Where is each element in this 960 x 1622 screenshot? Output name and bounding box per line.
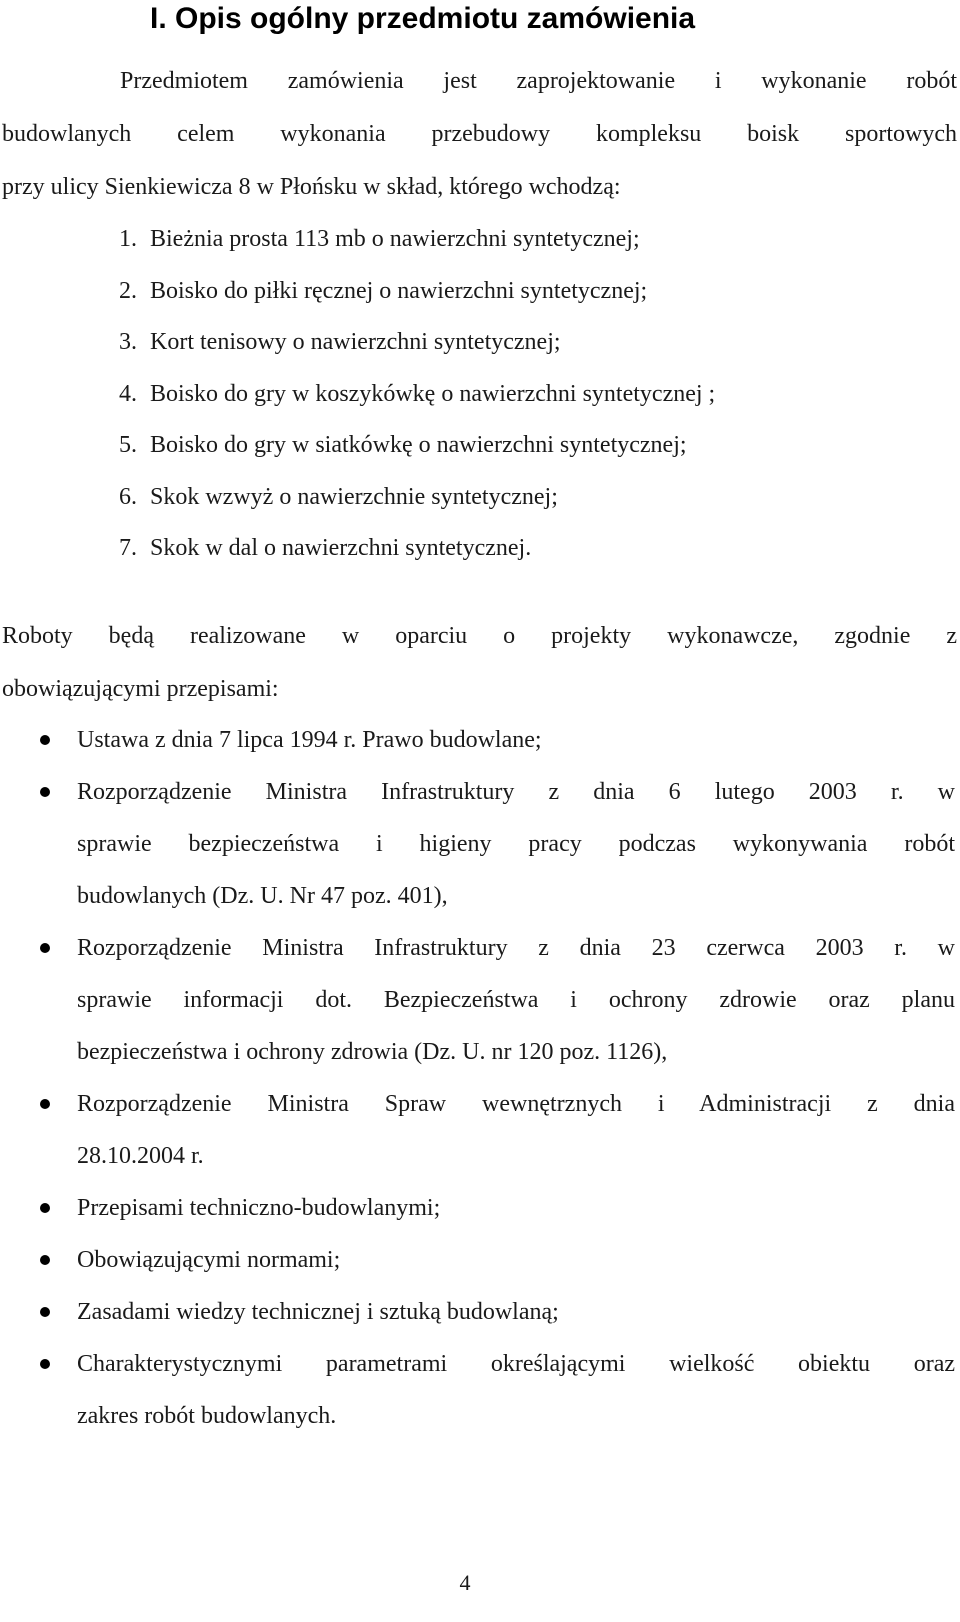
bullet-line: bezpieczeństwa i ochrony zdrowia (Dz. U. nr 120 poz. 1126),: [77, 1039, 668, 1065]
item-number: 5.: [119, 432, 137, 458]
numbered-list: [119, 214, 715, 575]
item-text: Kort tenisowy o nawierzchni syntetycznej;: [150, 329, 561, 355]
bullet-icon: [40, 735, 50, 745]
bullet-icon: [40, 1359, 50, 1369]
bullet-line: Rozporządzenie Ministra Infrastruktury z dnia 23 czerwca 2003 r. w: [77, 935, 955, 961]
intro-line-3: przy ulicy Sienkiewicza 8 w Płońsku w skład, którego wchodzą:: [2, 174, 621, 200]
bullet-line: sprawie informacji dot. Bezpieczeństwa i ochrony zdrowie oraz planu: [77, 987, 955, 1013]
bullet-line: Charakterystycznymi parametrami określającymi wielkość obiektu oraz: [77, 1351, 955, 1377]
item-number: 2.: [119, 277, 137, 304]
item-text: Skok w dal o nawierzchni syntetycznej.: [150, 535, 532, 561]
intro-line-1: Przedmiotem zamówienia jest zaprojektowanie i wykonanie robót: [120, 68, 957, 94]
bullet-icon: [40, 943, 50, 953]
bullet-line: budowlanych (Dz. U. Nr 47 poz. 401),: [77, 883, 448, 909]
bullet-icon: [40, 1203, 50, 1213]
item-number: 3.: [119, 329, 137, 355]
bullet-line: Rozporządzenie Ministra Spraw wewnętrznych i Administracji z dnia: [77, 1091, 955, 1117]
bullet-icon: [40, 787, 50, 797]
numbered-item: [119, 266, 715, 318]
bullet-icon: [40, 1255, 50, 1265]
bullet-item: [0, 1078, 955, 1182]
bullet-icon: [40, 1099, 50, 1109]
numbered-item: [119, 317, 715, 369]
bullet-line: Ustawa z dnia 7 lipca 1994 r. Prawo budowlane;: [77, 727, 542, 753]
bullet-item: [0, 1182, 955, 1234]
numbered-item: [119, 523, 715, 575]
bullet-line: sprawie bezpieczeństwa i higieny pracy podczas wykonywania robót: [77, 831, 955, 857]
bullet-icon: [40, 1307, 50, 1317]
bullet-line: Zasadami wiedzy technicznej i sztuką budowlaną;: [77, 1299, 559, 1325]
item-number: 1.: [119, 226, 137, 252]
numbered-item: [119, 369, 715, 421]
intro-paragraph: [2, 55, 957, 214]
bullet-line: Obowiązującymi normami;: [77, 1247, 341, 1273]
bullet-item: [0, 766, 955, 922]
item-number: 4.: [119, 380, 137, 407]
bullet-line: Przepisami techniczno-budowlanymi;: [77, 1195, 441, 1221]
numbered-item: [119, 472, 715, 524]
bullet-item: [0, 714, 955, 766]
regulations-paragraph: [2, 610, 957, 716]
regulations-line-2: obowiązującymi przepisami:: [2, 676, 279, 702]
bullet-item: [0, 922, 955, 1078]
section-heading: I. Opis ogólny przedmiotu zamówienia: [150, 2, 696, 35]
intro-line-2: budowlanych celem wykonania przebudowy kompleksu boisk sportowych: [2, 121, 957, 147]
regulations-line-1: Roboty będą realizowane w oparciu o projekty wykonawcze, zgodnie z: [2, 623, 957, 649]
bullet-item: [0, 1338, 955, 1442]
numbered-item: [119, 420, 715, 472]
item-text: Bieżnia prosta 113 mb o nawierzchni syntetycznej;: [150, 226, 640, 252]
page-number: 4: [459, 1570, 471, 1595]
item-number: 7.: [119, 535, 137, 561]
numbered-item: [119, 214, 715, 266]
bullet-line: 28.10.2004 r.: [77, 1143, 204, 1169]
item-text: Boisko do piłki ręcznej o nawierzchni syntetycznej;: [150, 277, 648, 304]
item-number: 6.: [119, 483, 137, 510]
item-text: Skok wzwyż o nawierzchnie syntetycznej;: [150, 483, 558, 510]
bullet-line: Rozporządzenie Ministra Infrastruktury z dnia 6 lutego 2003 r. w: [77, 779, 955, 805]
regulations-bullet-list: [0, 714, 960, 1442]
bullet-item: [0, 1234, 955, 1286]
bullet-line: zakres robót budowlanych.: [77, 1403, 337, 1429]
item-text: Boisko do gry w koszykówkę o nawierzchni syntetycznej ;: [150, 380, 716, 407]
item-text: Boisko do gry w siatkówkę o nawierzchni syntetycznej;: [150, 432, 687, 458]
bullet-item: [0, 1286, 955, 1338]
